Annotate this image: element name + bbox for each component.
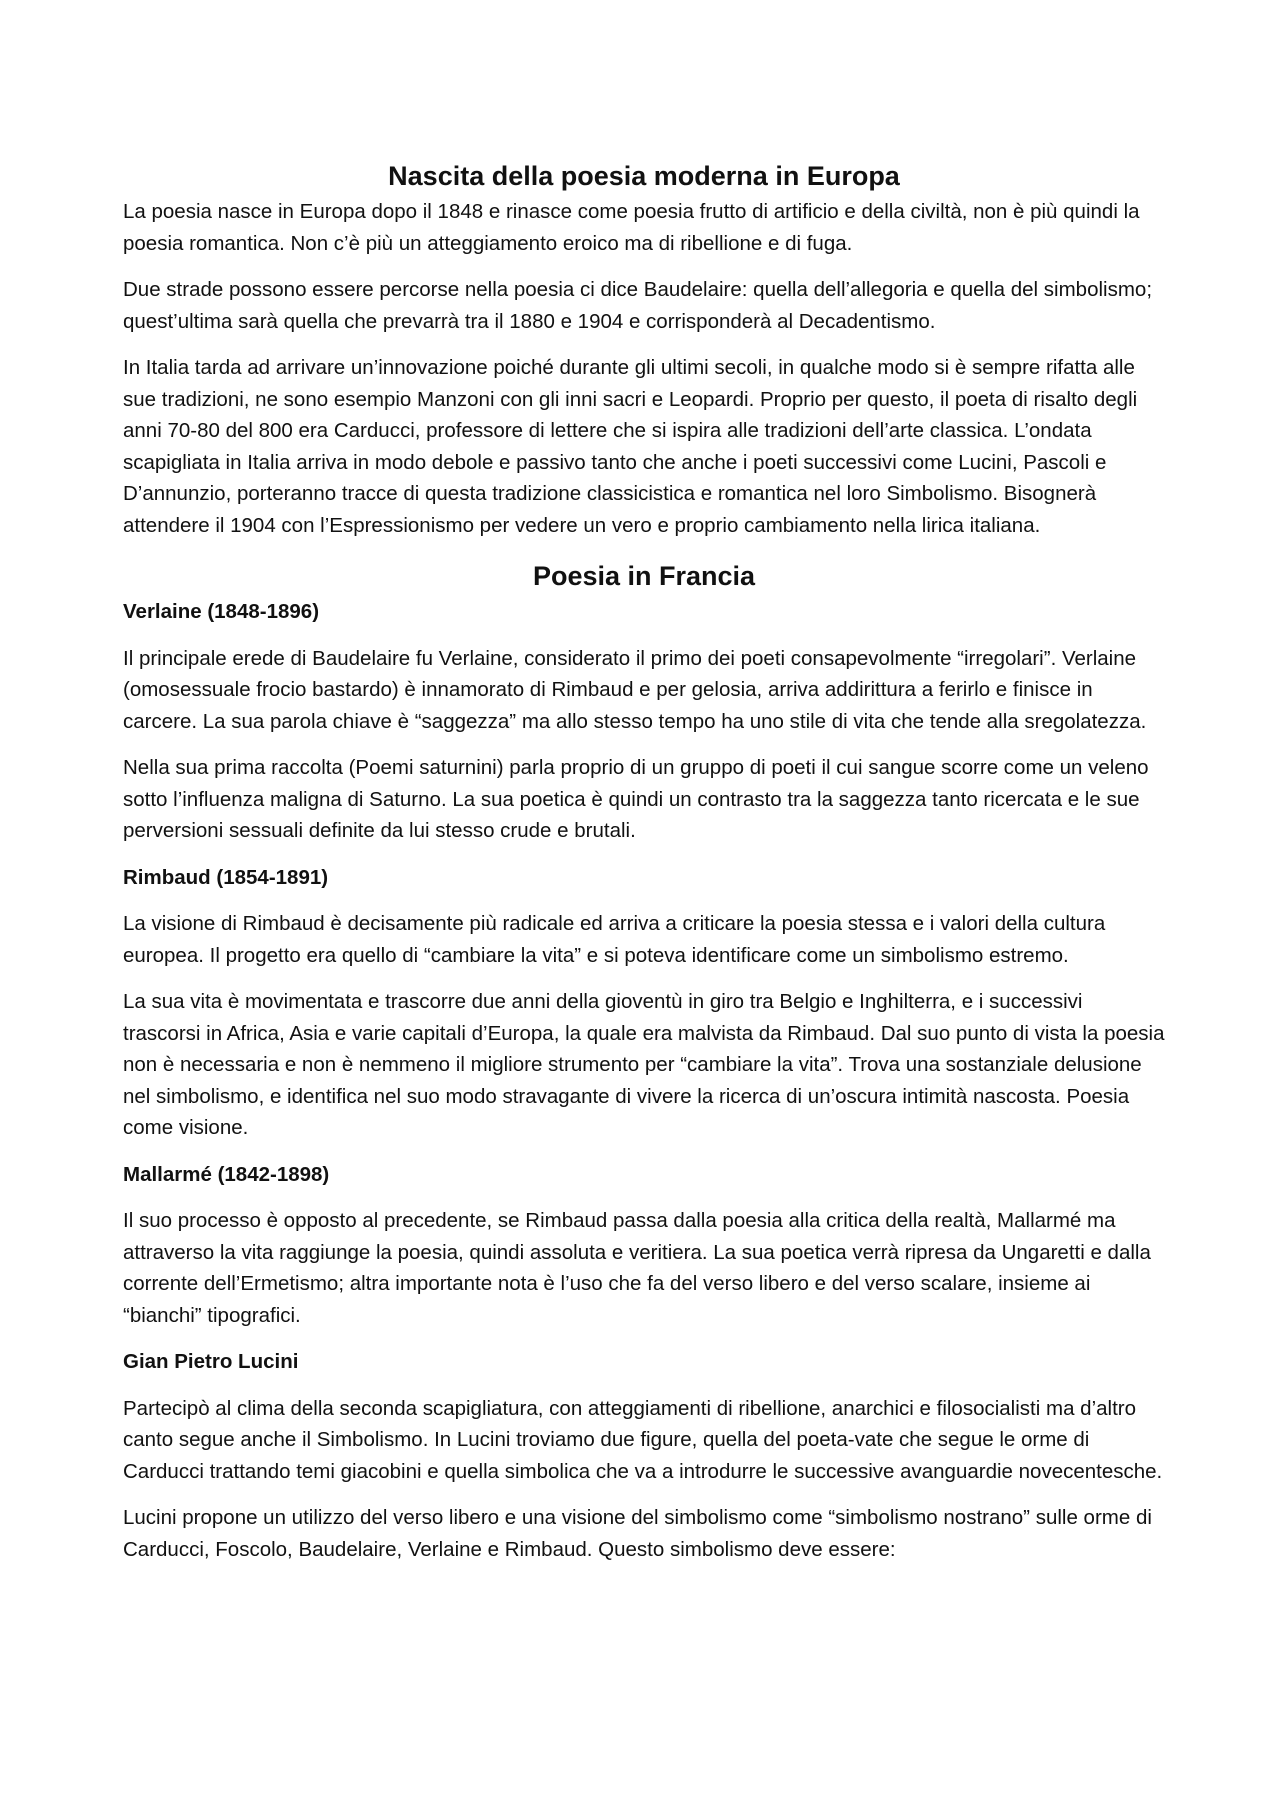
rimbaud-paragraph: La sua vita è movimentata e trascorre due anni della gioventù in giro tra Belgio e Inghilterra, e i successivi trascorsi in Africa, Asia e varie capitali d’Europa, la quale era malvista da Rimbaud. Dal suo punto di vista la poesia non è necessaria e non è nemmeno il migliore strumento per “cambiare la vita”. Trova una sostanziale delusione nel simbolismo, e identifica nel suo modo stravagante di vivere la ricerca di un’oscura intimità nascosta. Poesia come visione. — [123, 990, 1165, 1139]
document-page — [123, 156, 1165, 1580]
lucini-paragraph: Lucini propone un utilizzo del verso libero e una visione del simbolismo come “simbolismo nostrano” sulle orme di Carducci, Foscolo, Baudelaire, Verlaine e Rimbaud. Questo simbolismo deve essere: — [123, 1506, 1152, 1561]
intro-paragraph: La poesia nasce in Europa dopo il 1848 e rinasce come poesia frutto di artificio e della civiltà, non è più quindi la poesia romantica. Non c’è più un atteggiamento eroico ma di ribellione e di fuga. — [123, 200, 1140, 255]
lucini-heading: Gian Pietro Lucini — [123, 1350, 299, 1373]
intro-paragraph: In Italia tarda ad arrivare un’innovazione poiché durante gli ultimi secoli, in qualche modo si è sempre rifatta alle sue tradizioni, ne sono esempio Manzoni con gli inni sacri e Leopardi. Proprio per questo, il poeta di risalto degli anni 70-80 del 800 era Carducci, professore di lettere che si ispira alle tradizioni dell’arte classica. L’ondata scapigliata in Italia arriva in modo debole e passivo tanto che anche i poeti successivi come Lucini, Pascoli e D’annunzio, porteranno tracce di questa tradizione classicistica e romantica nel loro Simbolismo. Bisognerà attendere il 1904 con l’Espressionismo per vedere un vero e proprio cambiamento nella lirica italiana. — [123, 356, 1138, 537]
document-title: Nascita della poesia moderna in Europa — [388, 161, 900, 191]
intro-paragraph: Due strade possono essere percorse nella poesia ci dice Baudelaire: quella dell’allegoria e quella del simbolismo; quest’ultima sarà quella che prevarrà tra il 1880 e 1904 e corrisponderà al Decadentismo. — [123, 278, 1153, 333]
verlaine-paragraph: Nella sua prima raccolta (Poemi saturnini) parla proprio di un gruppo di poeti il cui sangue scorre come un veleno sotto l’influenza maligna di Saturno. La sua poetica è quindi un contrasto tra la saggezza tanto ricercata e le sue perversioni sessuali definite da lui stesso crude e brutali. — [123, 756, 1149, 842]
rimbaud-heading: Rimbaud (1854-1891) — [123, 865, 329, 889]
section-title: Poesia in Francia — [532, 561, 756, 591]
mallarme-paragraph: Il suo processo è opposto al precedente, se Rimbaud passa dalla poesia alla critica della realtà, Mallarmé ma attraverso la vita raggiunge la poesia, quindi assoluta e veritiera. La sua poetica verrà ripresa da Ungaretti e dalla corrente dell’Ermetismo; altra importante nota è l’uso che fa del verso libero e del verso scalare, insieme ai “bianchi” tipografici. — [123, 1209, 1151, 1327]
verlaine-heading: Verlaine (1848-1896) — [123, 600, 320, 623]
mallarme-heading: Mallarmé (1842-1898) — [123, 1162, 330, 1186]
lucini-paragraph: Partecipò al clima della seconda scapigliatura, con atteggiamenti di ribellione, anarchici e filosocialisti ma d’altro canto segue anche il Simbolismo. In Lucini troviamo due figure, quella del poeta-vate che segue le orme di Carducci trattando temi giacobini e quella simbolica che va a introdurre le successive avanguardie novecentesche. — [123, 1396, 1163, 1483]
verlaine-paragraph: Il principale erede di Baudelaire fu Verlaine, considerato il primo dei poeti consapevolmente “irregolari”. Verlaine (omosessuale frocio bastardo) è innamorato di Rimbaud e per gelosia, arriva addirittura a ferirlo e finisce in carcere. La sua parola chiave è “saggezza” ma allo stesso tempo ha uno stile di vita che tende alla sregolatezza. — [123, 646, 1147, 733]
rimbaud-paragraph: La visione di Rimbaud è decisamente più radicale ed arriva a criticare la poesia stessa e i valori della cultura europea. Il progetto era quello di “cambiare la vita” e si poteva identificare come un simbolismo estremo. — [123, 912, 1106, 967]
